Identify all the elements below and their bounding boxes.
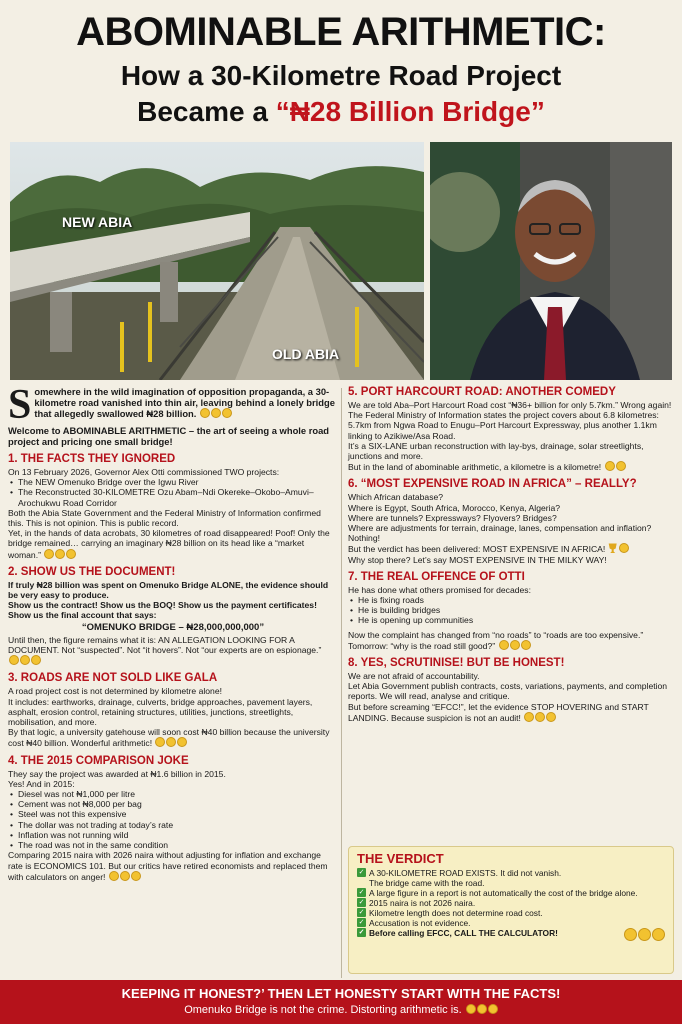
check-icon: ✓ xyxy=(358,889,365,896)
verdict-item-text: Kilometre length does not determine road cost. xyxy=(369,908,543,918)
laughing-emoji-icon xyxy=(623,928,665,942)
s4-bullets xyxy=(8,789,338,850)
list-item: • Steel was not this expensive xyxy=(8,809,338,819)
headline-prefix: Became a xyxy=(137,96,276,127)
footer-subline-text: Omenuko Bridge is not the crime. Distorting arithmetic is. xyxy=(184,1004,462,1016)
verdict-item xyxy=(357,898,665,908)
portrait-photo xyxy=(430,142,672,380)
footer-subline xyxy=(0,1004,682,1016)
s6-p7: Why stop there? Let’s say MOST EXPENSIVE IN THE MILKY WAY! xyxy=(348,554,607,565)
laughing-emoji-icon xyxy=(619,543,629,553)
verdict-item xyxy=(357,868,665,878)
s1-p2: Both the Abia State Government and the Federal Ministry of Information confirmed this. This is not opinion. This is public record. xyxy=(8,507,321,529)
s2-p1: If truly ₦28 billion was spent on Omenuko Bridge ALONE, the evidence should be very easy to produce. xyxy=(8,579,329,601)
column-divider xyxy=(341,388,342,978)
list-item: • Cement was not ₦8,000 per bag xyxy=(8,799,338,809)
list-item: • The dollar was not trading at today’s rate xyxy=(8,820,338,830)
section-heading-4: 4. THE 2015 COMPARISON JOKE xyxy=(8,754,189,767)
label-old-abia: OLD ABIA xyxy=(272,346,340,362)
s1-bullets xyxy=(8,477,338,508)
verdict-item-text: A 30-KILOMETRE ROAD EXISTS. It did not vanish. xyxy=(369,868,562,878)
list-item: • The road was not in the same condition xyxy=(8,840,338,850)
welcome-line: Welcome to ABOMINABLE ARITHMETIC – the art of seeing a whole road project and pricing one small bridge! xyxy=(8,425,330,447)
intro-paragraph xyxy=(8,382,338,428)
s6-p5: Nothing! xyxy=(348,533,381,544)
portrait-illustration xyxy=(430,142,672,380)
s5-p3: It’s a SIX-LANE urban reconstruction with lay-bys, drainage, solar streetlights, junctions and more. xyxy=(348,440,644,462)
s1-p1: On 13 February 2026, Governor Alex Otti commissioned TWO projects: xyxy=(8,467,280,477)
section-heading-1: 1. THE FACTS THEY IGNORED xyxy=(8,453,176,465)
s5-p2: The Federal Ministry of Information states the project covers about 6.8 kilometres: 5.7km from Ngwa Road to Enugu–Port Harcourt Expressway, plus another 1.1km linking to Azikiwe/Asa Road. xyxy=(348,410,659,441)
s6-p3: Where are tunnels? Expressways? Flyovers? Bridges? xyxy=(348,512,557,523)
s7-p2-text: Now the complaint has changed from “no roads” to “roads are too expensive.” Tomorrow: “why is the road still good?” xyxy=(348,629,644,651)
s4-p3-text: Comparing 2015 naira with 2026 naira without adjusting for inflation and exchange rate is ECONOMICS 101. But our critics have retired economists and replaced them with calculators on anger! xyxy=(8,850,328,882)
s2-p3: Show us the final account that says: xyxy=(8,610,157,621)
bridge-photo xyxy=(10,142,424,380)
list-item: • Diesel was not ₦1,000 per litre xyxy=(8,789,338,799)
s2-p2: Show us the contract! Show us the BOQ! Show us the payment certificates! xyxy=(8,600,317,611)
check-icon: ✓ xyxy=(358,909,365,916)
laughing-emoji-icon xyxy=(43,549,76,560)
intro-text: omewhere in the wild imagination of opposition propaganda, a 30-kilometre road vanished into thin air, leaving behind a lonely bridge that allegedly swallowed ₦28 billion. xyxy=(34,386,335,419)
laughing-emoji-icon xyxy=(604,461,626,472)
section-heading-8: 8. YES, SCRUTINISE! BUT BE HONEST! xyxy=(348,657,565,670)
s1-p3-text: Yet, in the hands of data acrobats, 30 kilometres of road disappeared! Poof! Only the bridge remained… carrying an imaginary ₦28 billion on its head like a “market woman.” xyxy=(8,528,330,560)
s6-p1: Which African database? xyxy=(348,492,444,503)
bridge-illustration xyxy=(10,142,424,380)
check-icon: ✓ xyxy=(358,929,365,936)
laughing-emoji-icon xyxy=(199,408,232,419)
headline-title: ABOMINABLE ARITHMETIC: xyxy=(76,10,606,54)
headline-subtitle-1: How a 30-Kilometre Road Project xyxy=(120,60,562,91)
verdict-item-text: 2015 naira is not 2026 naira. xyxy=(369,898,476,908)
verdict-item-text: A large figure in a report is not automatically the cost of the bridge alone. xyxy=(369,888,638,898)
s2-p4 xyxy=(8,635,338,667)
section-heading-6: 6. “MOST EXPENSIVE ROAD IN AFRICA” – REALLY? xyxy=(348,478,637,491)
verdict-list xyxy=(357,868,665,938)
check-icon: ✓ xyxy=(358,899,365,906)
verdict-item xyxy=(357,918,665,928)
s7-p1: He has done what others promised for decades: xyxy=(348,584,531,595)
s5-p4 xyxy=(348,461,676,472)
trophy-icon xyxy=(608,543,618,553)
s6-p6 xyxy=(348,543,676,554)
s2-p4-text: Until then, the figure remains what it is: AN ALLEGATION LOOKING FOR A DOCUMENT. Not “suspected”. Not “it hovers”. Not “our experts are on espionage.” xyxy=(8,634,322,656)
laughing-emoji-icon xyxy=(498,640,531,651)
list-item: • He is opening up communities xyxy=(348,615,676,625)
verdict-item xyxy=(357,908,665,918)
s8-p3 xyxy=(348,702,676,723)
laughing-emoji-icon xyxy=(523,712,556,723)
verdict-heading: THE VERDICT xyxy=(357,851,444,866)
s4-p1: They say the project was awarded at ₦1.6 billion in 2015. xyxy=(8,768,226,779)
footer-headline: KEEPING IT HONEST?’ THEN LET HONESTY START WITH THE FACTS! xyxy=(121,986,561,1001)
s5-p1: We are told Aba–Port Harcourt Road cost “₦36+ billion for only 5.7km.” Wrong again! xyxy=(348,400,672,410)
list-item: • He is building bridges xyxy=(348,605,676,615)
check-icon: ✓ xyxy=(358,919,365,926)
verdict-item-text: Before calling EFCC, CALL THE CALCULATOR! xyxy=(369,928,558,938)
s8-p2: Let Abia Government publish contracts, costs, variations, payments, and completion reports. We will read, analyse and critique. xyxy=(348,681,668,702)
s3-p1: A road project cost is not determined by kilometre alone! xyxy=(8,686,222,697)
check-icon: ✓ xyxy=(358,869,365,876)
verdict-item xyxy=(357,928,665,938)
verdict-item xyxy=(357,878,665,888)
laughing-emoji-icon xyxy=(108,871,141,882)
list-item: • He is fixing roads xyxy=(348,595,676,605)
s6-p4: Where are adjustments for terrain, drainage, lanes, compensation and inflation? xyxy=(348,523,652,534)
verdict-box xyxy=(348,846,674,974)
s2-quote: “OMENUKO BRIDGE – ₦28,000,000,000” xyxy=(81,621,265,633)
s6-p2: Where is Egypt, South Africa, Morocco, Kenya, Algeria? xyxy=(348,502,561,513)
s7-bullets xyxy=(348,595,676,626)
section-heading-7: 7. THE REAL OFFENCE OF OTTI xyxy=(348,570,525,583)
s1-p3 xyxy=(8,528,338,560)
s4-p2: Yes! And in 2015: xyxy=(8,778,75,789)
laughing-emoji-icon xyxy=(465,1004,498,1016)
laughing-emoji-icon xyxy=(154,737,187,748)
section-heading-5: 5. PORT HARCOURT ROAD: ANOTHER COMEDY xyxy=(348,386,616,398)
section-heading-3: 3. ROADS ARE NOT SOLD LIKE GALA xyxy=(8,672,218,685)
list-item: • Inflation was not running wild xyxy=(8,830,338,840)
list-item: • The Reconstructed 30-KILOMETRE Ozu Abam–Ndi Okereke–Okobo–Amuvi–Arochukwu Road Corridor xyxy=(8,487,338,507)
s3-p3-text: By that logic, a university gatehouse will soon cost ₦40 billion because the university cost ₦40 billion. Wonderful arithmetic! xyxy=(8,727,330,749)
label-new-abia: NEW ABIA xyxy=(62,214,133,230)
right-column xyxy=(348,386,676,723)
s7-p2 xyxy=(348,630,676,651)
section-heading-2: 2. SHOW US THE DOCUMENT! xyxy=(8,565,176,578)
s6-p6-text: But the verdict has been delivered: MOST EXPENSIVE IN AFRICA! xyxy=(348,544,606,555)
headline xyxy=(0,0,682,142)
footer-banner xyxy=(0,980,682,1024)
s3-p2: It includes: earthworks, drainage, culverts, bridge approaches, pavement layers, asphalt, erosion control, retaining structures, utilities, junctions, streetlights, mobilisation, and more. xyxy=(8,696,313,728)
verdict-item-text: Accusation is not evidence. xyxy=(369,918,471,928)
s5-p4-text: But in the land of abominable arithmetic, a kilometre is a kilometre! xyxy=(348,462,602,473)
left-column xyxy=(8,382,338,882)
s3-p3 xyxy=(8,727,338,748)
headline-subtitle-2 xyxy=(0,96,682,128)
list-item: • The NEW Omenuko Bridge over the Igwu River xyxy=(8,477,338,487)
drop-cap: S xyxy=(8,382,32,428)
headline-highlight: “₦28 Billion Bridge” xyxy=(275,96,545,127)
s8-p1: We are not afraid of accountability. xyxy=(348,671,480,682)
s4-p3 xyxy=(8,850,338,882)
verdict-item xyxy=(357,888,665,898)
s8-p3-text: But before screaming “EFCC!”, let the evidence STOP HOVERING and START LANDING. Because suspicion is not an audit! xyxy=(348,701,649,723)
laughing-emoji-icon xyxy=(8,655,41,666)
verdict-item-text: The bridge came with the road. xyxy=(369,878,485,888)
